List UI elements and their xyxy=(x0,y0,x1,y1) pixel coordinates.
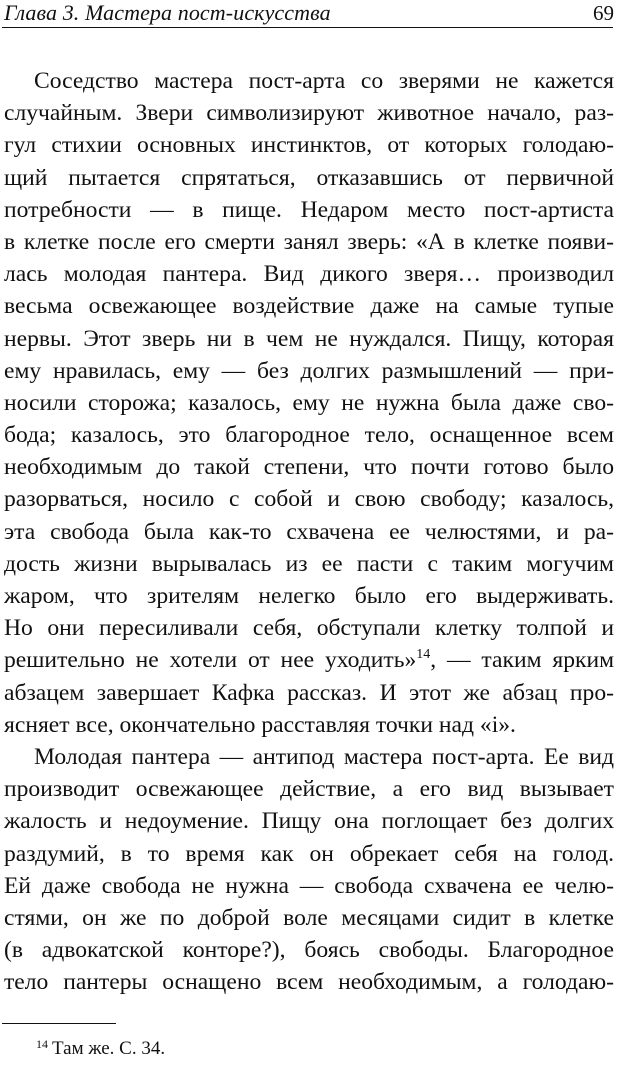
body-text xyxy=(4,65,614,998)
footnote xyxy=(36,1037,165,1061)
running-header xyxy=(4,0,614,26)
text-line-with-footnote-ref xyxy=(4,644,614,676)
text-line: Молодая пантера — антипод мастера пост-арта. Ее вид xyxy=(34,743,614,770)
text-line: эта свобода была как-то схвачена ее челюстями, и ра- xyxy=(4,518,614,545)
text-line: носили сторожа; казалось, ему не нужна была даже сво- xyxy=(4,389,614,416)
footnote-reference: 14 xyxy=(416,647,431,663)
text-line: гул стихии основных инстинктов, от которых голодаю- xyxy=(4,132,614,159)
text-line: раздумий, в то время как он обрекает себя на голод. xyxy=(4,840,614,867)
text-line: стями, он же по доброй воле месяцами сидит в клетке xyxy=(4,904,614,931)
text-line: лась молодая пантера. Вид дикого зверя… производил xyxy=(4,261,614,288)
text-line: Ей даже свобода не нужна — свобода схвачена ее челю- xyxy=(4,872,614,899)
text-segment: , — таким ярким xyxy=(430,647,615,674)
text-line: абзацем завершает Кафка рассказ. И этот же абзац про- xyxy=(4,679,614,706)
text-line: дость жизни вырывалась из ее пасти с таким могучим xyxy=(4,550,614,577)
text-line: ему нравилась, ему — без долгих размышлений — при- xyxy=(4,357,614,384)
text-line: ясняет все, окончательно расставляя точки над «i». xyxy=(4,711,516,738)
footnote-rule xyxy=(2,1023,116,1024)
text-line: Соседство мастера пост-арта со зверями не кажется xyxy=(34,68,614,94)
text-line: бода; казалось, это благородное тело, оснащенное всем xyxy=(4,422,614,449)
text-line: (в адвокатской конторе?), боясь свободы. Благородное xyxy=(4,937,614,964)
footnote-marker: 14 xyxy=(36,1037,48,1051)
chapter-title: Глава 3. Мастера пост-искусства xyxy=(4,0,331,25)
text-line: разорваться, носило с собой и свою свободу; казалось, xyxy=(4,486,614,513)
text-line: случайным. Звери символизируют животное начало, раз- xyxy=(4,100,614,127)
text-line: потребности — в пище. Недаром место пост-артиста xyxy=(4,196,614,223)
text-segment: решительно не хотели от нее уходить» xyxy=(4,647,417,674)
header-rule xyxy=(2,27,613,28)
text-line: жалость и недоумение. Пищу она поглощает без долгих xyxy=(4,808,614,835)
text-line: необходимым до такой степени, что почти готово было xyxy=(4,454,614,481)
text-line: щий пытается спрятаться, отказавшись от первичной xyxy=(4,164,614,191)
footnote-text: Там же. С. 34. xyxy=(52,1038,166,1059)
text-line: Но они пересиливали себя, обступали клетку толпой и xyxy=(4,615,614,642)
text-line: нервы. Этот зверь ни в чем не нуждался. Пищу, которая xyxy=(4,325,614,352)
text-line: производит освежающее действие, а его вид вызывает xyxy=(4,776,614,803)
text-line: весьма освежающее воздействие даже на самые тупые xyxy=(4,293,614,320)
page-number: 69 xyxy=(593,1,614,25)
text-line: жаром, что зрителям нелегко было его выдерживать. xyxy=(4,583,614,609)
text-line: тело пантеры оснащено всем необходимым, а голодаю- xyxy=(4,969,614,996)
text-line: в клетке после его смерти занял зверь: «А в клетке появи- xyxy=(4,228,614,255)
